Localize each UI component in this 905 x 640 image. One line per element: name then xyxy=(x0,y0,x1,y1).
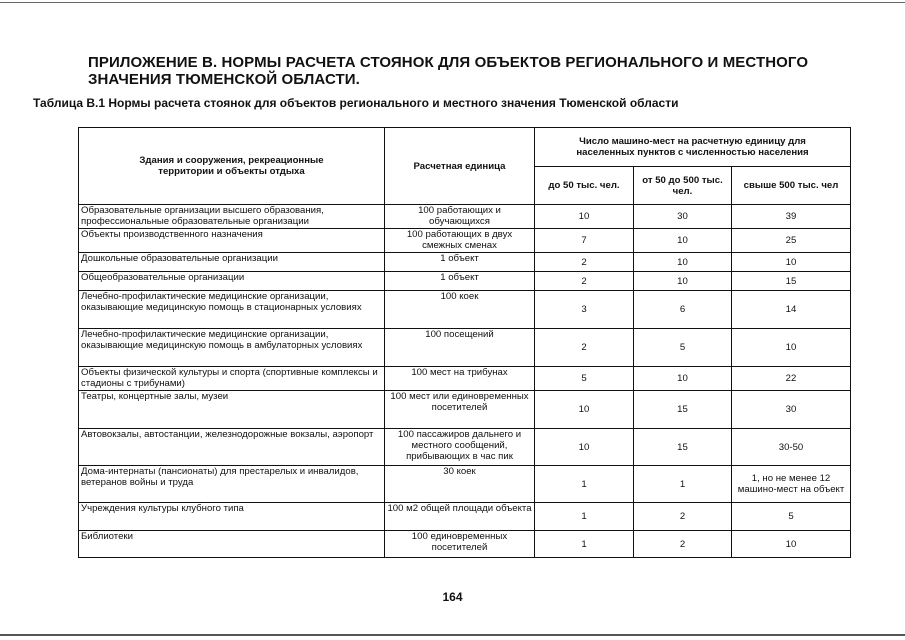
row-value-under-50k: 5 xyxy=(535,367,634,391)
row-building-name: Дошкольные образовательные организации xyxy=(79,253,385,272)
table-row xyxy=(79,531,851,558)
row-value-50k-500k: 10 xyxy=(634,272,732,291)
row-value-over-500k: 39 xyxy=(732,205,851,229)
row-value-over-500k: 25 xyxy=(732,229,851,253)
row-building-name: Библиотеки xyxy=(79,531,385,558)
row-value-over-500k: 14 xyxy=(732,291,851,329)
scan-bottom-rule xyxy=(0,634,905,636)
row-value-under-50k: 1 xyxy=(535,466,634,503)
row-value-over-500k: 30 xyxy=(732,391,851,429)
row-value-over-500k: 1, но не менее 12 машино-мест на объект xyxy=(732,466,851,503)
row-value-50k-500k: 10 xyxy=(634,229,732,253)
row-building-name: Учреждения культуры клубного типа xyxy=(79,503,385,531)
table-row xyxy=(79,466,851,503)
table-row xyxy=(79,205,851,229)
row-value-50k-500k: 2 xyxy=(634,503,732,531)
row-value-under-50k: 10 xyxy=(535,391,634,429)
row-building-name: Общеобразовательные организации xyxy=(79,272,385,291)
header-col-over-500k: свыше 500 тыс. чел xyxy=(732,167,851,205)
row-value-over-500k: 10 xyxy=(732,531,851,558)
row-building-name: Автовокзалы, автостанции, железнодорожные вокзалы, аэропорт xyxy=(79,429,385,466)
row-unit: 100 коек xyxy=(385,291,535,329)
row-value-over-500k: 10 xyxy=(732,329,851,367)
scan-top-rule xyxy=(0,2,905,3)
row-value-under-50k: 1 xyxy=(535,503,634,531)
row-value-over-500k: 5 xyxy=(732,503,851,531)
row-value-50k-500k: 30 xyxy=(634,205,732,229)
row-value-50k-500k: 1 xyxy=(634,466,732,503)
row-unit: 100 мест или единовременных посетителей xyxy=(385,391,535,429)
row-value-50k-500k: 10 xyxy=(634,367,732,391)
appendix-title: ПРИЛОЖЕНИЕ В. НОРМЫ РАСЧЕТА СТОЯНОК ДЛЯ ОБЪЕКТОВ РЕГИОНАЛЬНОГО И МЕСТНОГО ЗНАЧЕНИЯ ТЮМЕНСКОЙ ОБЛАСТИ. xyxy=(88,54,809,88)
row-unit: 1 объект xyxy=(385,272,535,291)
table-row xyxy=(79,329,851,367)
row-value-over-500k: 15 xyxy=(732,272,851,291)
row-value-over-500k: 10 xyxy=(732,253,851,272)
table-row xyxy=(79,272,851,291)
row-value-under-50k: 7 xyxy=(535,229,634,253)
row-unit: 100 пассажиров дальнего и местного сообщений, прибывающих в час пик xyxy=(385,429,535,466)
header-building: Здания и сооружения, рекреационные территории и объекты отдыха xyxy=(79,128,385,205)
row-building-name: Образовательные организации высшего образования, профессиональные образовательные организации xyxy=(79,205,385,229)
row-value-under-50k: 1 xyxy=(535,531,634,558)
row-value-over-500k: 22 xyxy=(732,367,851,391)
row-value-50k-500k: 15 xyxy=(634,429,732,466)
row-value-under-50k: 10 xyxy=(535,205,634,229)
table-row xyxy=(79,391,851,429)
header-unit: Расчетная единица xyxy=(385,128,535,205)
row-value-50k-500k: 10 xyxy=(634,253,732,272)
table-row xyxy=(79,229,851,253)
row-unit: 100 единовременных посетителей xyxy=(385,531,535,558)
row-value-50k-500k: 5 xyxy=(634,329,732,367)
row-value-50k-500k: 15 xyxy=(634,391,732,429)
row-value-50k-500k: 6 xyxy=(634,291,732,329)
row-building-name: Объекты производственного назначения xyxy=(79,229,385,253)
parking-norms-table xyxy=(78,127,851,558)
row-unit: 30 коек xyxy=(385,466,535,503)
table-body xyxy=(79,205,851,558)
row-value-under-50k: 3 xyxy=(535,291,634,329)
table-row xyxy=(79,429,851,466)
header-col-under-50k: до 50 тыс. чел. xyxy=(535,167,634,205)
row-value-50k-500k: 2 xyxy=(634,531,732,558)
header-group: Число машино-мест на расчетную единицу для населенных пунктов с численностью населения xyxy=(535,128,851,167)
row-value-under-50k: 2 xyxy=(535,272,634,291)
row-value-over-500k: 30-50 xyxy=(732,429,851,466)
row-building-name: Лечебно-профилактические медицинские организации, оказывающие медицинскую помощь в амбулаторных условиях xyxy=(79,329,385,367)
table-row xyxy=(79,291,851,329)
page-number: 164 xyxy=(442,590,463,604)
row-building-name: Лечебно-профилактические медицинские организации, оказывающие медицинскую помощь в стационарных условиях xyxy=(79,291,385,329)
row-building-name: Объекты физической культуры и спорта (спортивные комплексы и стадионы с трибунами) xyxy=(79,367,385,391)
row-building-name: Дома-интернаты (пансионаты) для престарелых и инвалидов, ветеранов войны и труда xyxy=(79,466,385,503)
row-unit: 100 работающих в двух смежных сменах xyxy=(385,229,535,253)
row-unit: 100 м2 общей площади объекта xyxy=(385,503,535,531)
row-building-name: Театры, концертные залы, музеи xyxy=(79,391,385,429)
table-row xyxy=(79,367,851,391)
table-caption: Таблица В.1 Нормы расчета стоянок для объектов регионального и местного значения Тюменской области xyxy=(33,96,679,110)
row-unit: 100 работающих и обучающихся xyxy=(385,205,535,229)
row-value-under-50k: 2 xyxy=(535,329,634,367)
header-col-50k-500k: от 50 до 500 тыс. чел. xyxy=(634,167,732,205)
table-row xyxy=(79,253,851,272)
row-unit: 1 объект xyxy=(385,253,535,272)
row-unit: 100 посещений xyxy=(385,329,535,367)
row-value-under-50k: 10 xyxy=(535,429,634,466)
row-unit: 100 мест на трибунах xyxy=(385,367,535,391)
table-row xyxy=(79,503,851,531)
row-value-under-50k: 2 xyxy=(535,253,634,272)
